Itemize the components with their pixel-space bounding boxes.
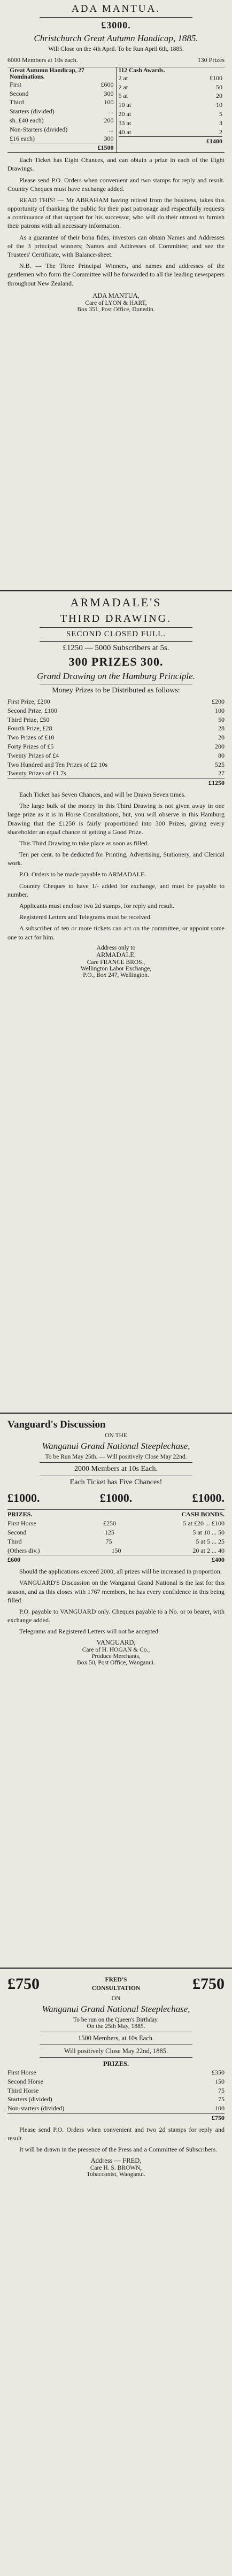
list-total: £1250 xyxy=(7,778,225,788)
section-divider xyxy=(0,1413,232,1414)
prize-table xyxy=(7,67,225,153)
paragraph: Please send P.O. Orders when convenient and two stamps for reply and result. Country Cheques must have exchange added. xyxy=(7,176,225,192)
paragraph: Please send P.O. Orders when convenient and two 2d stamps for reply and result. xyxy=(7,2125,225,2142)
list-item: Two Prizes of £10 20 xyxy=(7,734,225,742)
address-line: Care H. S. BROWN, xyxy=(90,2165,142,2172)
armadale-ad xyxy=(0,596,232,1408)
ad-header-row xyxy=(7,1973,225,1995)
closed-notice: SECOND CLOSED FULL. xyxy=(66,630,166,638)
amount-left: £750 xyxy=(7,1975,40,1993)
members-line: 1500 Members, at 10s Each. xyxy=(78,2034,154,2042)
table-row: First Horse £250 5 at £20 ... £100 xyxy=(7,1520,225,1528)
run-date: On the 25th May, 1885. xyxy=(87,2023,145,2030)
address-line: Tobacconist, Wanganui. xyxy=(86,2171,146,2178)
section-divider xyxy=(0,1968,232,1969)
table-row: sh. £40 each) 200 xyxy=(10,116,114,124)
paragraph: The large bulk of the money in this Third Drawing is not given away in one large prize as it is in Horse Consultations, but, you will observe in this Hamburg Drawing that the £1250 is fairly proportioned into 300 Prizes, giving every shareholder an equal chance of getting a Good Prize. xyxy=(7,802,225,836)
table-row: 20 at 5 xyxy=(118,110,222,118)
amount-right: £1000. xyxy=(192,1491,225,1505)
table-row: 5 at 20 xyxy=(118,92,222,100)
paragraph: P.O. Orders to be made payable to ARMADALE. xyxy=(19,870,146,878)
table-heading: Great Autumn Handicap, 27 Nominations. xyxy=(10,67,84,80)
list-item: Twenty Prizes of £4 80 xyxy=(7,751,225,759)
paragraph: N.B. — The Three Principal Winners, and names and addresses of the gentlemen who form the Committee will be forwarded to all the leading newspapers throughout New Zealand. xyxy=(7,262,225,287)
table-row: 40 at 2 xyxy=(118,128,222,136)
table-row: Third Horse 75 xyxy=(7,2086,225,2094)
list-item: First Prize, £200 £200 xyxy=(7,698,225,705)
ad-title: ARMADALE'S xyxy=(70,596,162,609)
intro-line: Money Prizes to be Distributed as follows: xyxy=(52,687,180,695)
address-line: Wellington Labor Exchange, xyxy=(80,965,152,972)
close-notice: Will positively Close May 22nd, 1885. xyxy=(64,2047,168,2055)
ada-mantua-ad xyxy=(0,3,232,586)
run-notice: To be Run May 25th. — Will positively Close May 22nd. xyxy=(45,1453,187,1460)
chances-line: Each Ticket has Five Chances! xyxy=(69,1478,163,1486)
members-line: 2000 Members at 10s Each. xyxy=(74,1464,158,1473)
amount-right: £750 xyxy=(192,1975,225,1993)
paragraph: VANGUARD'S Discussion on the Wanganui Grand National is the last for this season, and as this closes with 1767 members, he has every confidence in this being filled. xyxy=(7,1579,225,1604)
ad-subtitle: THIRD DRAWING. xyxy=(60,613,172,624)
event-name: Wanganui Grand National Steeplechase, xyxy=(42,1440,190,1451)
paragraph: Should the applications exceed 2000, all prizes will be increased in proportion. xyxy=(19,1568,222,1576)
address-line: Address only to xyxy=(96,944,136,951)
paragraph: Ten per cent. to be deducted for Printing, Advertising, Stationery, and Clerical work. xyxy=(7,851,225,867)
event-name: Wanganui Grand National Steeplechase, xyxy=(42,2004,190,2014)
table-row: (Others div.) 150 20 at 2 ... 40 xyxy=(7,1546,225,1554)
signature-line: Care of LYON & HART, xyxy=(85,299,147,306)
paragraph: P.O. payable to VANGUARD only. Cheques payable to a No. or to bearer, with exchange added. xyxy=(7,1607,225,1624)
prize-amount: £3000. xyxy=(101,20,131,30)
consultation-name: FRED'S CONSULTATION xyxy=(91,1976,141,1992)
on-label: ON xyxy=(111,1995,121,2002)
prizes-banner: 300 PRIZES 300. xyxy=(68,655,164,668)
paragraph: It will be drawn in the presence of the Press and a Committee of Subscribers. xyxy=(19,2146,218,2154)
fred-ad xyxy=(0,1973,232,2550)
divider xyxy=(40,627,192,628)
prizes-heading: PRIZES. xyxy=(103,2060,129,2068)
table-row: 2 at £100 xyxy=(118,74,222,82)
list-item: Fourth Prize, £28 28 xyxy=(7,724,225,732)
table-row: £16 each) 300 xyxy=(10,134,114,142)
signature-line: Box 50, Post Office, Wanganui. xyxy=(77,1660,155,1667)
address-name: Address — FRED, xyxy=(90,2157,142,2165)
signature-name: VANGUARD, xyxy=(96,1639,136,1647)
ad-title: Vanguard's Discussion xyxy=(7,1419,106,1430)
event-name: Grand Drawing on the Hamburg Principle. xyxy=(37,671,195,681)
table-total: £600 £400 xyxy=(7,1556,225,1564)
ad-title: ADA MANTUA. xyxy=(72,3,160,14)
table-header: PRIZES. CASH BONDS. xyxy=(7,1510,225,1518)
paragraph: Telegrams and Registered Letters will not be accepted. xyxy=(19,1628,160,1636)
table-row: Second 125 5 at 10 ... 50 xyxy=(7,1528,225,1536)
prize-table-left xyxy=(7,67,116,152)
members-line xyxy=(7,56,225,65)
amount-center: £1000. xyxy=(99,1491,133,1505)
table-heading: 112 Cash Awards. xyxy=(118,67,165,74)
of-the-label: ON THE xyxy=(105,1432,127,1439)
address-line: P.O., Box 247, Wellington. xyxy=(83,971,149,978)
table-row: 2 at 50 xyxy=(118,83,222,91)
paragraph: As a guarantee of their bona fides, investors can obtain Names and Addresses of the 3 principal winners; Names and Addresses of Committee; and see the Trustees' Certificate, with Balance-sheet. xyxy=(7,233,225,259)
divider xyxy=(40,1462,192,1463)
table-row: Second 300 xyxy=(10,89,114,97)
run-notice: To be run on the Queen's Birthday. xyxy=(73,2017,159,2023)
paragraph: READ THIS! — Mr ABRAHAM having retired from the business, takes this opportunity of thanking the public for their past patronage and respectfully requests a continuance of that support for his successor, who will do their utmost to furnish their patrons with all necessary information. xyxy=(7,196,225,230)
vanguard-ad xyxy=(0,1418,232,1963)
signature-line: Produce Merchants, xyxy=(91,1653,141,1660)
paragraph: Applicants must enclose two 2d stamps, for reply and result. xyxy=(19,902,175,910)
event-name: Christchurch Great Autumn Handicap, 1885. xyxy=(34,33,198,43)
address-name: ARMADALE, xyxy=(96,951,136,959)
list-item: Two Hundred and Ten Prizes of £2 10s 525 xyxy=(7,760,225,768)
amount-left: £1000. xyxy=(7,1491,40,1505)
paragraph: Each Ticket has Seven Chances, and will be Drawn Seven times. xyxy=(19,790,186,798)
close-notice: Will Close on the 4th April. To be Run April 6th, 1885. xyxy=(48,46,184,52)
table-row: Non-Starters (divided) ... xyxy=(10,125,114,133)
table-row: 33 at 3 xyxy=(118,119,222,127)
amount-row xyxy=(7,1490,225,1507)
prize-list xyxy=(7,697,225,788)
divider xyxy=(40,641,192,642)
table-total: £750 xyxy=(7,2113,225,2123)
list-item: Twenty Prizes of £1 7s 27 xyxy=(7,769,225,777)
table-row: Starters (divided) 75 xyxy=(7,2095,225,2103)
table-row: Starters (divided) ... xyxy=(10,107,114,115)
paragraph: Each Ticket has Eight Chances, and can obtain a prize in each of the Eight Drawings. xyxy=(7,156,225,173)
paragraph: A subscriber of ten or more tickets can act on the committee, or appoint some one to act for him. xyxy=(7,924,225,941)
table-row: Third 75 5 at 5 ... 25 xyxy=(7,1537,225,1545)
signature-name: ADA MANTUA, xyxy=(92,291,140,299)
table-row: 10 at 10 xyxy=(118,101,222,109)
signature-line: Care of H. HOGAN & Co., xyxy=(82,1647,150,1654)
paragraph: This Third Drawing to take place as soon as filled. xyxy=(19,839,149,847)
paragraph: Country Cheques to have 1/- added for exchange, and must be payable to number. xyxy=(7,882,225,898)
ad-title-row xyxy=(7,1418,225,1432)
signature-line: Box 351, Post Office, Dunedin. xyxy=(77,306,155,313)
table-row: Second Horse 150 xyxy=(7,2077,225,2085)
prizes-count: 130 Prizes xyxy=(197,56,225,64)
subscribers-line: £1250 — 5000 Subscribers at 5s. xyxy=(63,644,169,652)
list-item: Second Prize, £100 100 xyxy=(7,706,225,714)
table-row: First Horse £350 xyxy=(7,2069,225,2076)
divider xyxy=(40,17,192,18)
table-row: First £600 xyxy=(10,80,114,88)
paragraph: Registered Letters and Telegrams must be received. xyxy=(19,913,152,921)
list-item: Forty Prizes of £5 200 xyxy=(7,742,225,750)
section-divider xyxy=(0,590,232,591)
table-total: £1500 xyxy=(10,143,114,152)
address-line: Care FRANCE BROS., xyxy=(87,959,145,966)
divider xyxy=(40,2057,192,2058)
table-row: Third 100 xyxy=(10,98,114,106)
prize-table-right xyxy=(116,67,225,152)
table-total: £1400 xyxy=(119,136,223,146)
table-row: Non-starters (divided) 100 xyxy=(7,2104,225,2112)
members-count: 6000 Members at 10s each. xyxy=(7,56,78,64)
list-item: Third Prize, £50 50 xyxy=(7,715,225,723)
